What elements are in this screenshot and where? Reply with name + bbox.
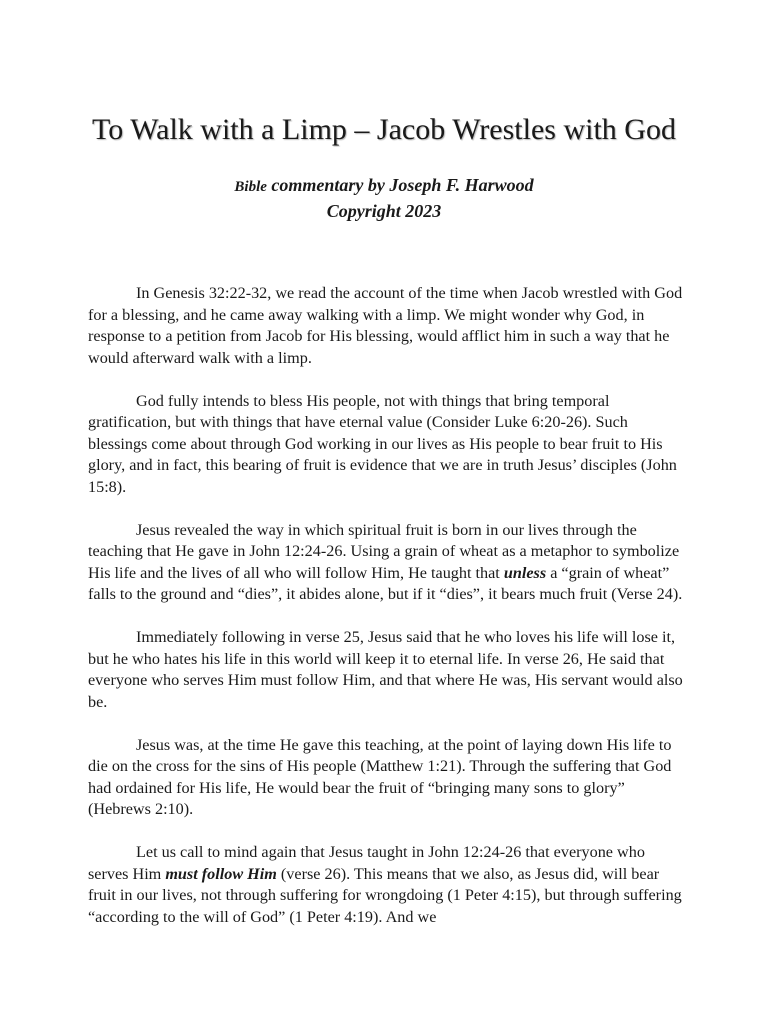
paragraph-text: Jesus revealed the way in which spiritual fruit is born in our lives through the teaching that He gave in John 12:24-26. Using a grain of wheat as a metaphor to symbolize His life and the lives of all who will follow Him, He taught that [88,520,680,582]
paragraph-text: (verse 26). This means that we also, as Jesus did, will bear fruit in our lives, not through suffering for wrongdoing (1 Peter 4:15), but through suffering “according to the will of God” (1 Peter 4:19). And we [88,864,682,926]
byline-author-line [0,173,768,199]
document-body [88,283,688,950]
paragraph [88,842,688,928]
paragraph: God fully intends to bless His people, not with things that bring temporal gratification, but with things that have eternal value (Consider Luke 6:20-26). Such blessings come about through God working in our lives as His people to bear fruit to His glory, and in fact, this bearing of fruit is evidence that we are in truth Jesus’ disciples (John 15:8). [88,391,677,496]
emphasis-text: must follow Him [165,864,277,883]
paragraph: Jesus was, at the time He gave this teaching, at the point of laying down His life to die on the cross for the sins of His people (Matthew 1:21). Through the suffering that God had ordained for His life, He would bear the fruit of “bringing many sons to glory” (Hebrews 2:10). [88,735,672,818]
paragraph: Immediately following in verse 25, Jesus said that he who loves his life will lose it, but he who hates his life in this world will keep it to eternal life. In verse 26, He said that everyone who serves Him must follow Him, and that where He was, His servant would also be. [88,628,683,711]
paragraph [88,520,688,606]
emphasis-text: unless [503,563,547,582]
paragraph-text: Let us call to mind again that Jesus taught in John 12:24-26 that everyone who serves Him [88,843,645,883]
byline-author: commentary by Joseph F. Harwood [271,175,534,195]
paragraph: In Genesis 32:22-32, we read the account of the time when Jacob wrestled with God for a blessing, and he came away walking with a limp. We might wonder why God, in response to a petition from Jacob for His blessing, would afflict him in such a way that he would afterward walk with a limp. [88,284,683,367]
document-title: To Walk with a Limp – Jacob Wrestles with God [92,113,676,146]
byline [0,173,768,223]
byline-copyright: Copyright 2023 [326,201,442,221]
byline-prefix: Bible [234,179,267,195]
paragraph-text: a “grain of wheat” falls to the ground and “dies”, it abides alone, but if it “dies”, it bears much fruit (Verse 24). [88,563,683,603]
